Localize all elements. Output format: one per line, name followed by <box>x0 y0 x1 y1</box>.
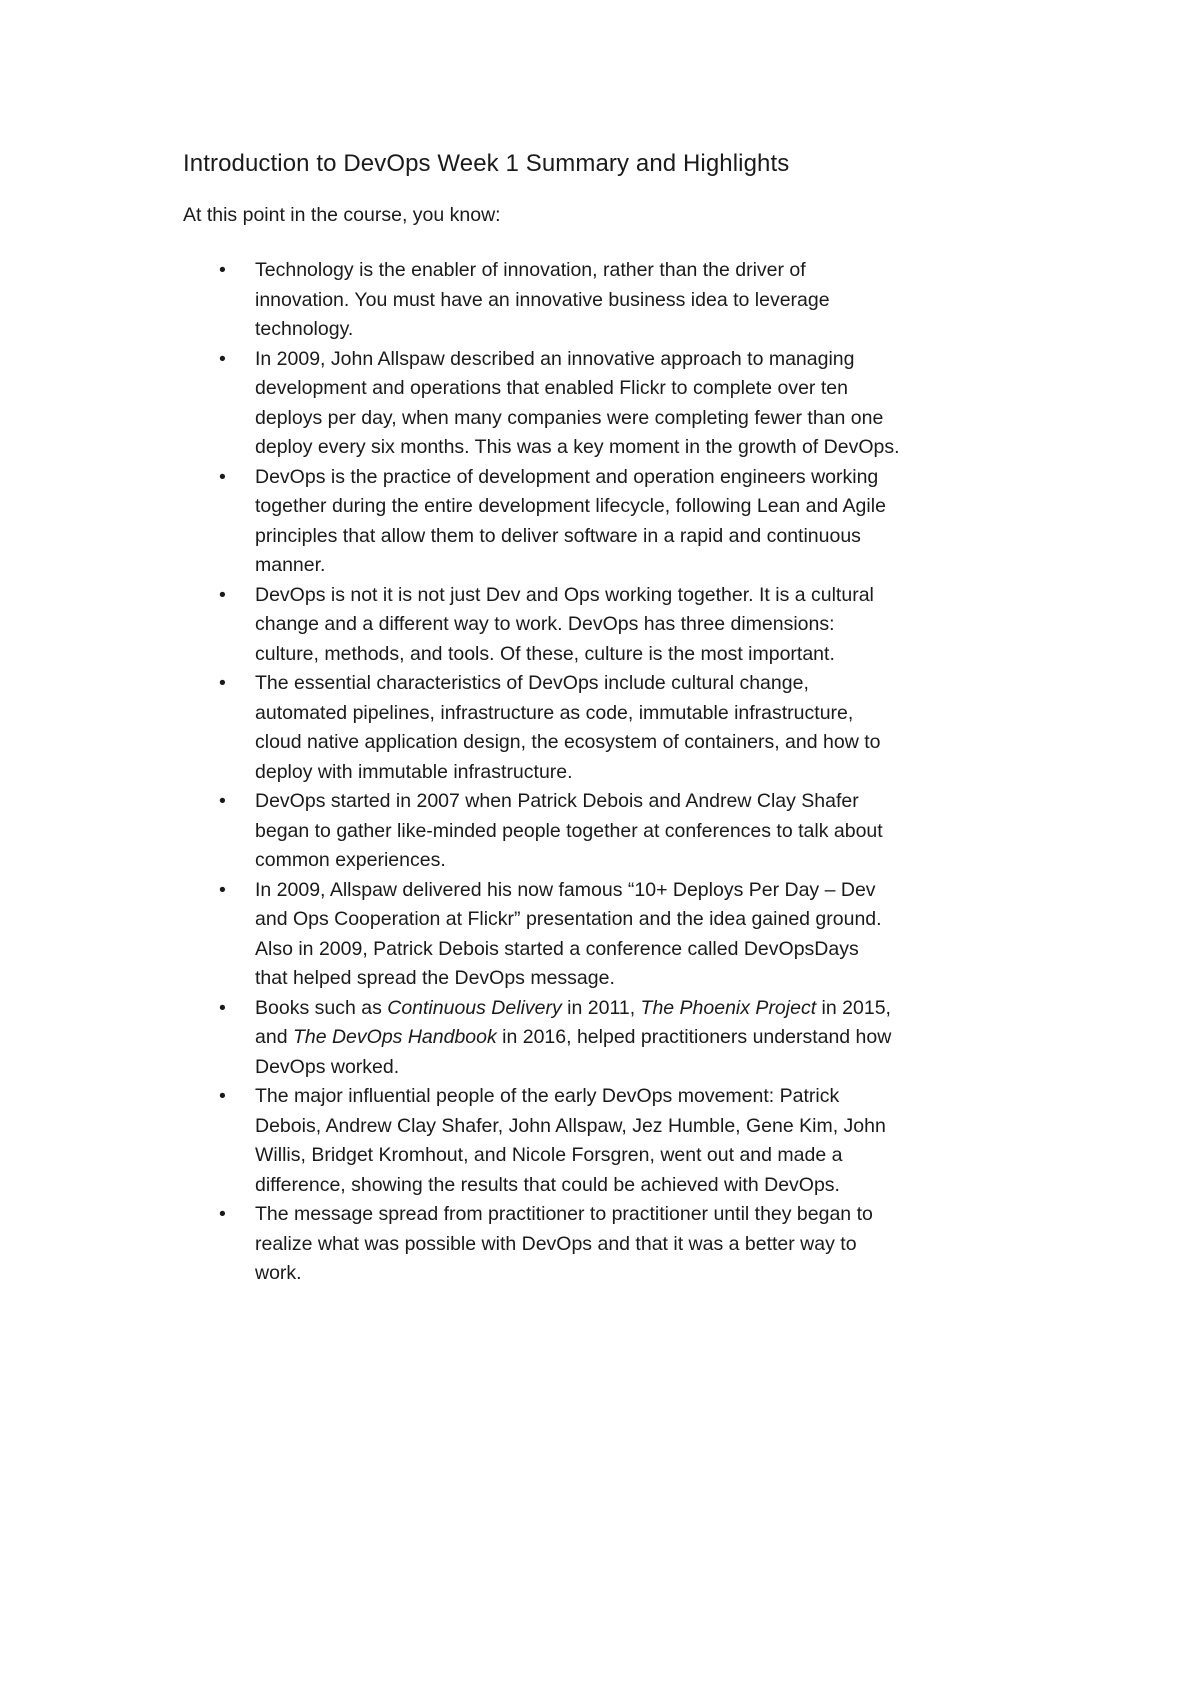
bullet-item <box>183 669 1053 787</box>
book-title: The Phoenix Project <box>640 996 817 1019</box>
bullet-text-segment: in 2016, helped practitioners understand how DevOps worked. <box>255 1026 892 1078</box>
bullet-item <box>183 256 1053 345</box>
bullet-icon: • <box>219 1085 226 1107</box>
bullet-text-segment: DevOps started in 2007 when Patrick Debois and Andrew Clay Shafer began to gather like-minded people together at conferences to talk about common experiences. <box>255 790 883 871</box>
bullet-text-segment: In 2009, Allspaw delivered his now famous “10+ Deploys Per Day – Dev and Ops Cooperation at Flickr” presentation and the idea gained ground. Also in 2009, Patrick Debois started a conference called DevOpsDays that helped spread the DevOps message. <box>255 878 882 989</box>
bullet-text-segment: in 2011, <box>561 996 641 1019</box>
bullet-text <box>255 1085 886 1196</box>
bullet-icon: • <box>219 583 226 606</box>
bullet-text-segment: The major influential people of the early DevOps movement: Patrick Debois, Andrew Clay Shafer, John Allspaw, Jez Humble, Gene Kim, John Willis, Bridget Kromhout, and Nicole Forsgren, went out and made a difference, showing the results that could be achieved with DevOps. <box>255 1085 886 1196</box>
bullet-text-segment: in 2015, and <box>255 996 891 1048</box>
bullet-icon: • <box>219 790 226 812</box>
bullet-item <box>183 787 1053 876</box>
bullet-text <box>255 466 886 577</box>
bullet-icon: • <box>219 465 226 488</box>
intro-paragraph: At this point in the course, you know: <box>183 204 501 226</box>
bullet-text-segment: The essential characteristics of DevOps include cultural change, automated pipelines, infrastructure as code, immutable infrastructure, cloud native application design, the ecosystem of containers, and how to deploy with immutable infrastructure. <box>255 672 881 783</box>
bullet-text <box>255 259 830 340</box>
bullet-text <box>255 879 882 990</box>
bullet-item <box>183 345 1053 463</box>
bullet-text-segment: DevOps is not it is not just Dev and Ops working together. It is a cultural change and a different way to work. DevOps has three dimensions: culture, methods, and tools. Of these, culture is the most important. <box>255 583 874 665</box>
bullet-icon: • <box>219 259 226 281</box>
bullet-icon: • <box>219 1203 226 1225</box>
bullet-text-segment: Technology is the enabler of innovation, rather than the driver of innovation. You must have an innovative business idea to leverage technology. <box>255 259 830 340</box>
bullet-item <box>183 463 1053 581</box>
bullet-text-segment: DevOps is the practice of development and operation engineers working together during the entire development lifecycle, following Lean and Agile principles that allow them to deliver software in a rapid and continuous manner. <box>255 465 886 576</box>
bullet-item <box>183 1200 1053 1289</box>
book-title: The DevOps Handbook <box>292 1026 497 1048</box>
bullet-icon: • <box>219 996 226 1019</box>
bullet-text-segment: In 2009, John Allspaw described an innovative approach to managing development and operations that enabled Flickr to complete over ten deploys per day, when many companies were completing fewer than one deploy every six months. This was a key moment in the growth of DevOps. <box>255 347 900 458</box>
document-title: Introduction to DevOps Week 1 Summary and Highlights <box>183 150 790 177</box>
bullet-item <box>183 1082 1053 1200</box>
bullet-icon: • <box>219 878 226 901</box>
bullet-item <box>183 994 1053 1083</box>
summary-bullet-list <box>183 256 1053 1289</box>
bullet-text <box>255 790 883 871</box>
bullet-text <box>255 348 900 459</box>
bullet-icon: • <box>219 672 226 694</box>
book-title: Continuous Delivery <box>387 996 562 1019</box>
bullet-text <box>255 584 874 665</box>
bullet-item <box>183 876 1053 994</box>
bullet-text <box>255 997 891 1078</box>
bullet-text <box>255 1203 873 1284</box>
bullet-text-segment: Books such as <box>255 996 388 1019</box>
bullet-icon: • <box>219 347 226 370</box>
bullet-text <box>255 672 880 783</box>
bullet-item <box>183 581 1053 670</box>
bullet-text-segment: The message spread from practitioner to practitioner until they began to realize what was possible with DevOps and that it was a better way to work. <box>255 1203 873 1284</box>
